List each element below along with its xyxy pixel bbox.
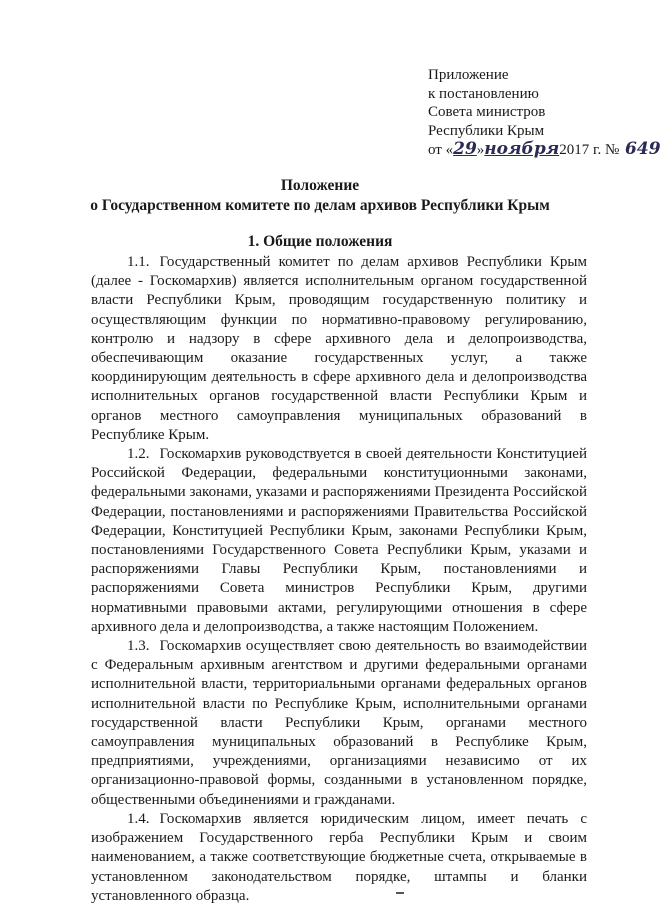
paragraph-text: Государственный комитет по делам архивов Республики Крым (далее - Госкомархив) является исполнительным органом государственной власти Республики Крым, проводящим государственную политику и осуществляющим функции по нормативно-правовому регулированию, контролю и надзору в сфере архивного дела и делопроизводства, обеспечивающим оказание государственных услуг, а также координирующим деятельность в сфере архивного дела и делопроизводства исполнительных органов государственной власти Республики Крым и органов местного самоуправления муниципальных образований в Республике Крым. — [91, 254, 587, 443]
paragraph-text: Госкомархив осуществляет свою деятельность во взаимодействии с Федеральным архивным агентством и другими федеральными органами исполнительной власти, территориальными органами федеральных органов исполнительной власти по Республике Крым, исполнительными органами государственной власти Республики Крым, органами местного самоуправления муниципальных образований в Республике Крым, предприятиями, учреждениями, организациями независимо от их организационно-правовой формы, созданными в установленном порядке, общественными объединениями и гражданами. — [91, 638, 587, 808]
paragraph-text: Госкомархив руководствуется в своей деятельности Конституцией Российской Федерации, федеральными конституционными законами, федеральными законами, указами и распоряжениями Президента Российской Федерации, постановлениями и распоряжениями Правительства Российской Федерации, Конституцией Республики Крым, законами Республики Крым, постановлениями Государственного Совета Республики Крым, указами и распоряжениями Главы Республики Крым, постановлениями и распоряжениями Совета министров Республики Крым, другими нормативными правовыми актами, регулирующими отношения в сфере архивного дела и делопроизводства, а также настоящим Положением. — [91, 446, 587, 635]
paragraph-1-1 — [91, 253, 587, 445]
date-prefix: от « — [428, 142, 454, 158]
appendix-line-1: Приложение — [428, 67, 509, 83]
paragraph-number: 1.4. — [127, 810, 150, 827]
date-year: 2017 г. № — [559, 142, 620, 158]
appendix-date-line — [428, 139, 661, 160]
paragraph-number: 1.2. — [127, 446, 150, 463]
paragraph-1-2 — [91, 445, 587, 637]
appendix-line-2: к постановлению — [428, 85, 539, 102]
handwritten-day: 29 — [453, 139, 477, 159]
appendix-line-4: Республики Крым — [428, 122, 545, 139]
paragraph-number: 1.1. — [127, 254, 150, 270]
paragraph-1-4 — [91, 810, 587, 906]
section-heading: 1. Общие положения — [247, 233, 393, 250]
paragraph-1-3 — [91, 637, 587, 810]
handwritten-month: ноября — [484, 139, 560, 159]
date-mid: » — [476, 142, 485, 158]
handwritten-number: 649 — [625, 139, 661, 159]
document-subtitle: о Государственном комитете по делам архивов Республики Крым — [90, 197, 550, 214]
section-body — [91, 253, 587, 906]
appendix-line-3: Совета министров — [428, 104, 546, 120]
paragraph-number: 1.3. — [127, 638, 150, 655]
document-title: Положение — [280, 177, 360, 194]
page-mark — [396, 892, 404, 894]
paragraph-text: Госкомархив является юридическим лицом, имеет печать с изображением Государственного герба Республики Крым и своим наименованием, а также соответствующие бюджетные счета, открываемые в установленном законодательством порядке, штампы и бланки установленного образца. — [91, 810, 587, 904]
appendix-block — [428, 66, 661, 160]
